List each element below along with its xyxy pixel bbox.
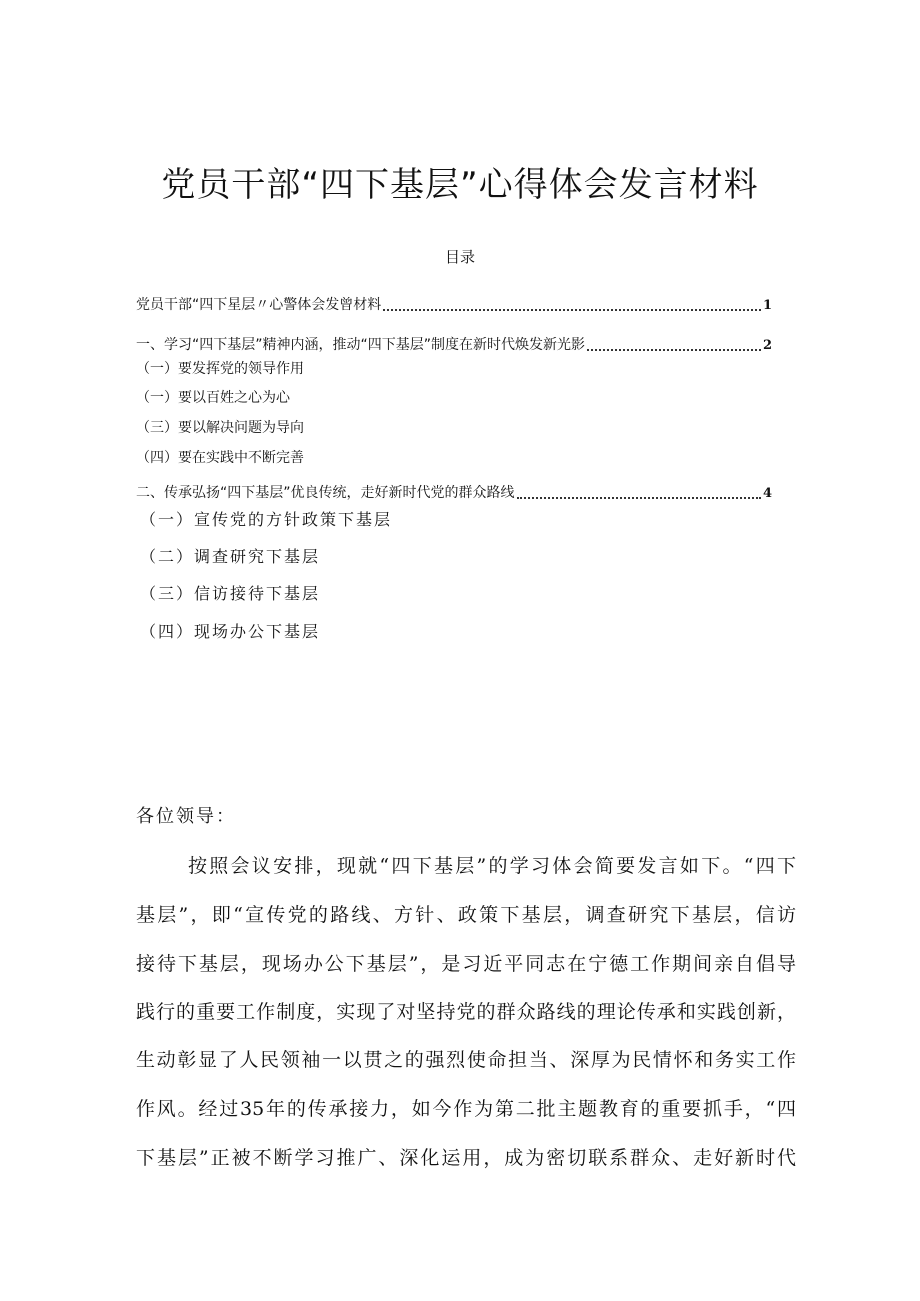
toc-heading: 目录 xyxy=(444,248,475,266)
body-line: 作风。经过35年的传承接力，如今作为第二批主题教育的重要抓手，“四 xyxy=(136,1098,796,1120)
toc-subentry[interactable]: （一）宣传党的方针政策下基层 xyxy=(140,510,393,529)
toc-subentry[interactable]: （四）要在实践中不断完善 xyxy=(136,450,304,466)
document-title: 党员干部“四下基层”心得体会发言材料 xyxy=(161,165,759,205)
toc-subentry[interactable]: （三）要以解决问题为导向 xyxy=(136,420,304,436)
toc-subentry[interactable]: （一）要发挥党的领导作用 xyxy=(136,361,304,377)
toc-entry-page: 1 xyxy=(762,298,772,313)
body-line: 践行的重要工作制度，实现了对坚持党的群众路线的理论传承和实践创新， xyxy=(136,1001,796,1023)
body-line: 生动彰显了人民领袖一以贯之的强烈使命担当、深厚为民情怀和务实工作 xyxy=(136,1049,796,1071)
toc-subentry[interactable]: （一）要以百姓之心为心 xyxy=(136,390,290,406)
toc-entry[interactable] xyxy=(136,477,772,505)
toc-entry-label: 党员干部“四下星层〃心警体会发曾材料 xyxy=(136,297,382,313)
toc-subentry[interactable]: （三）信访接待下基层 xyxy=(140,584,321,603)
toc-entry-label: 一、学习“四下基层”精神内涵，推动“四下基层”制度在新时代焕发新光影 xyxy=(136,337,586,353)
toc-entry[interactable] xyxy=(136,289,772,317)
toc-entry-label: 二、传承弘扬“四下基层”优良传统，走好新时代党的群众路线 xyxy=(136,485,515,501)
toc-entry-page: 2 xyxy=(762,338,772,353)
toc-subentry[interactable]: （二）调查研究下基层 xyxy=(140,547,321,566)
toc-entry[interactable] xyxy=(136,329,772,357)
body-line: 下基层”正被不断学习推广、深化运用，成为密切联系群众、走好新时代 xyxy=(136,1147,796,1169)
toc-leader-dots xyxy=(517,479,761,499)
salutation: 各位领导： xyxy=(136,806,236,827)
toc-leader-dots xyxy=(383,291,761,311)
toc-subentry[interactable]: （四）现场办公下基层 xyxy=(140,622,321,641)
toc-entry-page: 4 xyxy=(762,486,772,501)
body-line: 按照会议安排，现就“四下基层”的学习体会简要发言如下。“四下 xyxy=(188,855,796,877)
toc-leader-dots xyxy=(587,331,761,351)
body-line: 接待下基层，现场办公下基层”，是习近平同志在宁德工作期间亲自倡导 xyxy=(136,953,796,975)
body-line: 基层”，即“宣传党的路线、方针、政策下基层，调查研究下基层，信访 xyxy=(136,904,796,926)
